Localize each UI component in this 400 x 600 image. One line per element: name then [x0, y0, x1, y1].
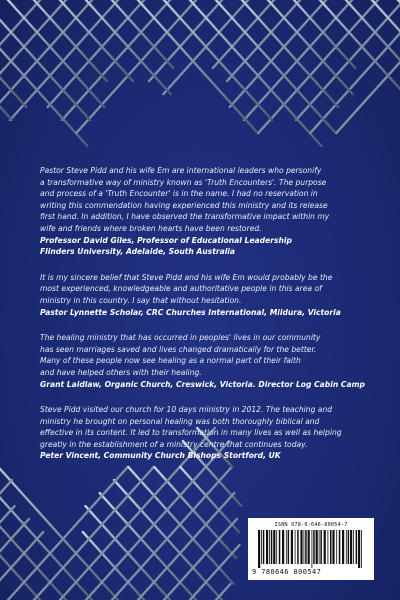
endorsement-author: Professor David Giles, Professor of Educational Leadership Flinders University, Adelaide, South Australia [40, 235, 292, 257]
fence-wire [62, 0, 179, 120]
barcode-bar [295, 530, 296, 564]
fence-wire [0, 0, 75, 94]
barcode-bar [320, 530, 322, 564]
fence-wire [129, 0, 258, 133]
endorsement-author: Pastor Lynnette Scholar, CRC Churches International, Mildura, Victoria [40, 307, 341, 317]
barcode-bar [358, 530, 360, 568]
barcode-bar [269, 530, 270, 564]
endorsement-vincent [40, 404, 374, 462]
fence-wire [207, 0, 336, 133]
barcode-bar [308, 530, 310, 564]
barcode-bar [263, 530, 265, 564]
barcode-bar [304, 530, 305, 564]
barcode-bar [271, 530, 273, 564]
barcode-bar [291, 530, 293, 564]
barcode-bar [297, 530, 299, 564]
endorsement-quote: Steve Pidd visited our church for 10 days ministry in 2012. The teaching and ministry he brought on personal healing was both thoroughly biblical and effective in its content. It led to transformation in many lives as well as helping greatly in the establishment of a ministry centre that continues today. [40, 405, 342, 449]
fence-wire [114, 480, 231, 600]
barcode-digits: 9 780646 800547 [252, 568, 322, 576]
endorsement-quote: It is my sincere belief that Steve Pidd and his wife Em would probably be the most experienced, knowledgeable and authoritative people in this area of ministry in this country. I say that without hesitation. [40, 272, 333, 305]
barcode-bar [261, 530, 262, 564]
endorsement-laidlaw [40, 332, 374, 390]
barcode-bar [328, 530, 329, 564]
barcode-bar [312, 530, 313, 568]
barcode-bar [316, 530, 318, 564]
fence-wire [10, 0, 127, 120]
isbn-barcode [248, 518, 374, 580]
barcode-bar [356, 530, 358, 564]
barcode-bar [324, 530, 326, 564]
barcode-bar [313, 530, 315, 564]
fence-wire [103, 467, 232, 600]
endorsement-author: Grant Laidlaw, Organic Church, Creswick, Victoria. Director Log Cabin Camp [40, 379, 365, 389]
barcode-bars [258, 530, 364, 568]
barcode-bar [348, 530, 350, 564]
barcode-bar [330, 530, 332, 564]
barcode-bar [339, 530, 341, 564]
fence-wire [128, 467, 233, 584]
barcode-bar [346, 530, 347, 564]
barcode-bar [288, 530, 290, 564]
barcode-bar [258, 530, 260, 568]
fence-wire [155, 0, 272, 120]
barcode-bar [332, 530, 334, 564]
barcode-bar [319, 530, 320, 564]
endorsement-quote: Pastor Steve Pidd and his wife Em are international leaders who personify a transformative way of ministry known as 'Truth Encounters'. The purpose and process of a 'Truth Encounter' is in the name. I had no reservation in writing this commendation having experienced this ministry and its release first hand. In addition, I have observed the transformative impact within my wife and friends where broken hearts have been restored. [40, 166, 330, 233]
endorsement-giles [40, 165, 374, 258]
fence-wire [25, 467, 154, 600]
fence-wire [389, 0, 400, 120]
fence-wire [155, 519, 237, 600]
barcode-bar [276, 530, 277, 564]
fence-wire [0, 506, 15, 600]
barcode-bar [305, 530, 307, 564]
barcode-bar [282, 530, 284, 564]
isbn-label: ISBN 978-0-646-80054-7 [274, 522, 348, 528]
fence-wire [244, 0, 361, 120]
barcode-bar [279, 530, 281, 564]
fence-wire [51, 0, 133, 81]
endorsements [40, 165, 374, 476]
barcode-bar [300, 530, 302, 564]
fence-wire [258, 0, 387, 133]
fence-wire [76, 0, 205, 133]
barcode-bar [266, 530, 268, 564]
barcode-bar [286, 530, 287, 564]
fence-wire [227, 0, 309, 81]
fence-wire [149, 0, 231, 81]
endorsement-quote: The healing ministry that has occurred in peoples' lives in our community has seen marriages saved and lives changed dramatically for the better. Many of these people now see healing as a normal part of their faith and have helped others with their healing. [40, 333, 321, 377]
barcode-bar [353, 530, 354, 564]
barcode-bar [350, 530, 352, 564]
endorsement-scholar [40, 272, 374, 318]
fence-wire [25, 0, 107, 81]
barcode-bar [273, 530, 275, 564]
barcode-bar [336, 530, 337, 564]
endorsement-author: Peter Vincent, Community Church Bishops Stortford, UK [40, 451, 281, 461]
barcode-bar [361, 530, 362, 568]
barcode-bar [342, 530, 344, 564]
